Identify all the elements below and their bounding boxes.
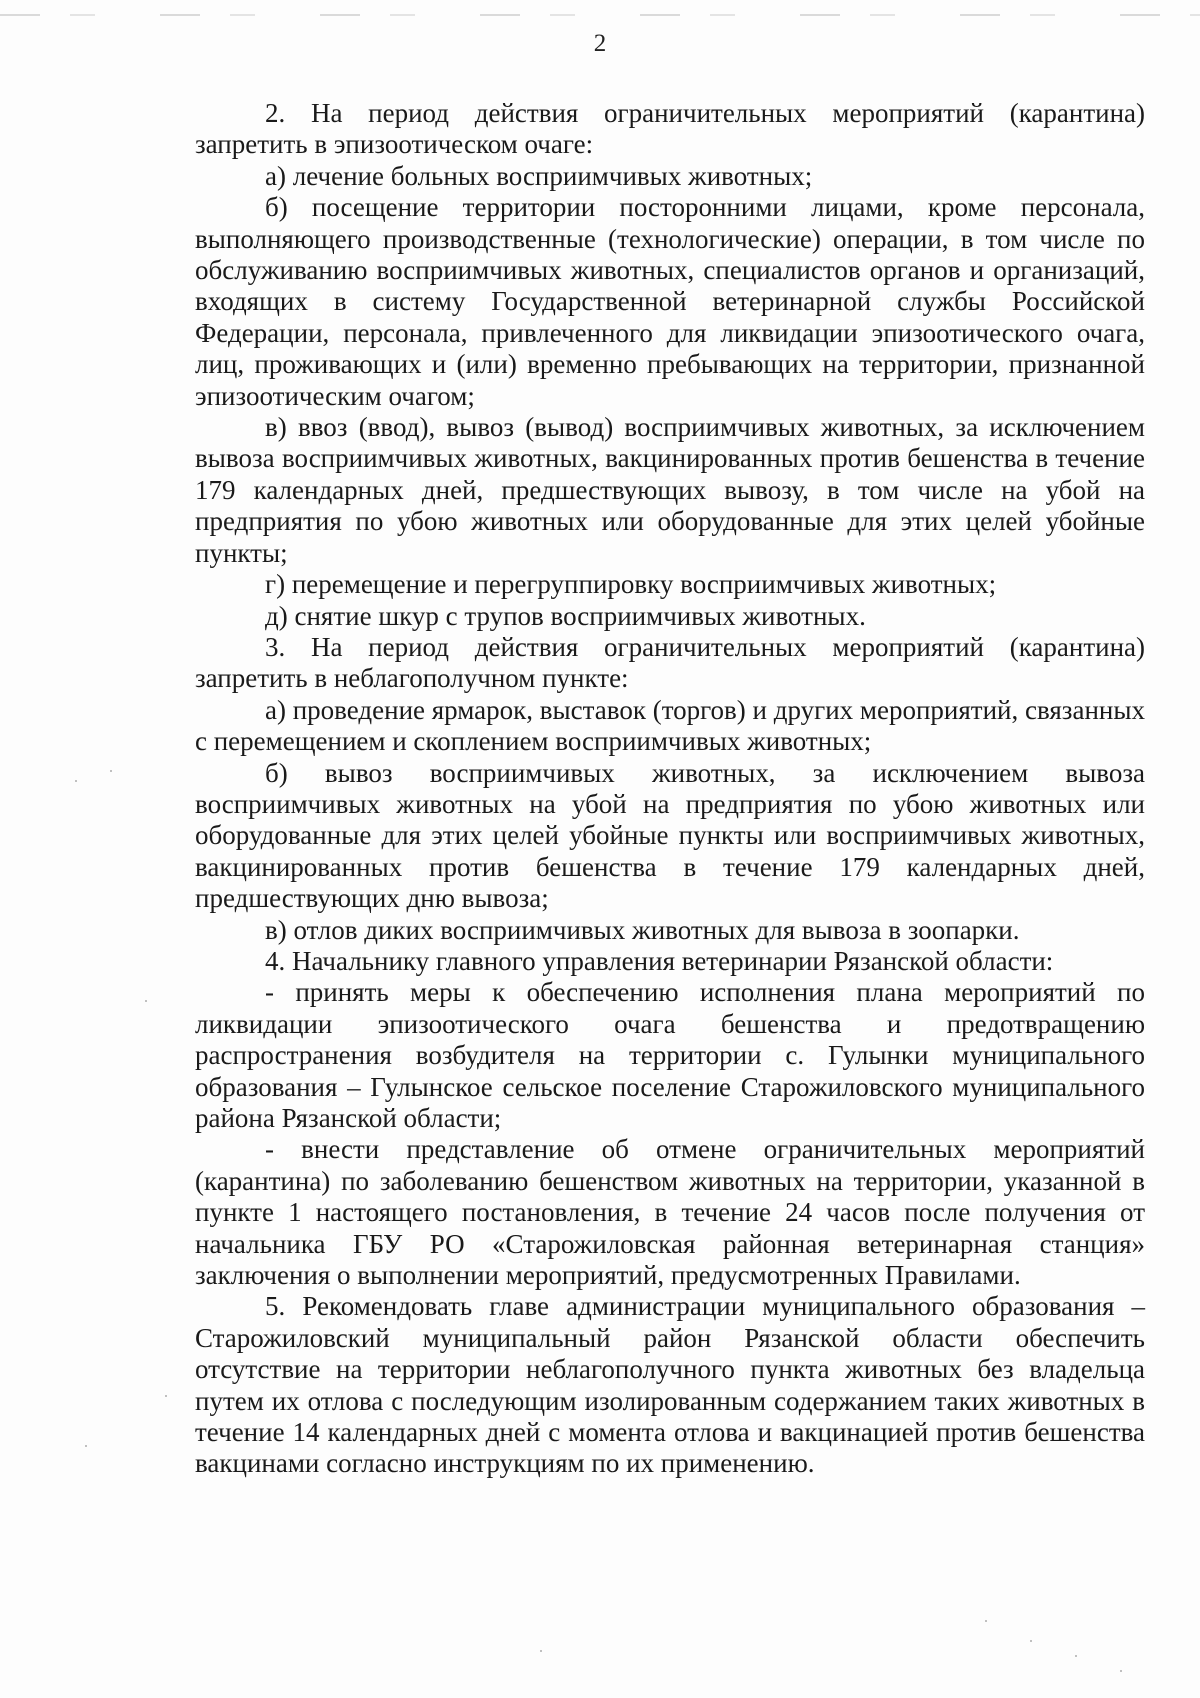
paragraph-2a: а) лечение больных восприимчивых животных; — [265, 160, 813, 191]
scan-speck — [1120, 1670, 1122, 1672]
scan-speck — [75, 780, 77, 782]
scan-speck — [1075, 1655, 1077, 1657]
paragraph-4-item-1: - принять меры к обеспечению исполнения плана мероприятий по ликвидации эпизоотического очага бешенства и предотвращению распространения возбудителя на территории с. Гулынки муниципального образования – Гулынское сельское поселение Старожиловского муниципального района Рязанской области; — [195, 977, 1145, 1133]
document-body — [195, 98, 1145, 1480]
paragraph-4-item-2: - внести представление об отмене ограничительных мероприятий (карантина) по заболеванию бешенством животных на территории, указанной в пункте 1 настоящего постановления, в течение 24 часов после получения от начальника ГБУ РО «Старожиловская районная ветеринарная станция» заключения о выполнении мероприятий, предусмотренных Правилами. — [195, 1134, 1145, 1291]
paragraph-2b: б) посещение территории посторонними лицами, кроме персонала, выполняющего производственные (технологические) операции, в том числе по обслуживанию восприимчивых животных, специалистов органов и организаций, входящих в систему Государственной ветеринарной службы Российской Федерации, персонала, привлеченного для ликвидации эпизоотического очага, лиц, проживающих и (или) временно пребывающих на территории, признанной эпизоотическим очагом; — [195, 192, 1145, 411]
paragraph-4: 4. Начальнику главного управления ветеринарии Рязанской области: — [265, 945, 1054, 976]
page-number: 2 — [593, 30, 607, 57]
paragraph-2d: д) снятие шкур с трупов восприимчивых животных. — [265, 600, 866, 631]
paragraph-2g: г) перемещение и перегруппировку восприимчивых животных; — [265, 569, 997, 600]
scan-artifact — [0, 14, 1200, 16]
scan-speck — [85, 1445, 87, 1447]
paragraph-2: 2. На период действия ограничительных мероприятий (карантина) запретить в эпизоотическом очаге: — [195, 98, 1145, 160]
scan-speck — [1030, 1640, 1032, 1642]
scan-speck — [540, 1650, 542, 1652]
scan-speck — [985, 1620, 987, 1622]
scan-speck — [165, 1395, 167, 1397]
paragraph-5: 5. Рекомендовать главе администрации муниципального образования – Старожиловский муниципальный район Рязанской области обеспечить отсутствие на территории неблагополучного пункта животных без владельца путем их отлова с последующим изолированным содержанием таких животных в течение 14 календарных дней с момента отлова и вакцинацией против бешенства вакцинами согласно инструкциям по их применению. — [195, 1291, 1145, 1479]
paragraph-3: 3. На период действия ограничительных мероприятий (карантина) запретить в неблагополучном пункте: — [195, 631, 1145, 694]
paragraph-2v: в) ввоз (ввод), вывоз (вывод) восприимчивых животных, за исключением вывоза восприимчивых животных, вакцинированных против бешенства в течение 179 календарных дней, предшествующих вывозу, в том числе на убой на предприятия по убою животных или оборудованные для этих целей убойные пункты; — [195, 412, 1145, 568]
paragraph-3b: б) вывоз восприимчивых животных, за исключением вывоза восприимчивых животных на убой на предприятия по убою животных или оборудованные для этих целей убойные пункты или восприимчивых животных, вакцинированных против бешенства в течение 179 календарных дней, предшествующих дню вывоза; — [195, 757, 1145, 914]
paragraph-3v: в) отлов диких восприимчивых животных для вывоза в зоопарки. — [265, 914, 1020, 945]
scan-speck — [110, 770, 112, 772]
scan-speck — [145, 1000, 147, 1002]
paragraph-3a: а) проведение ярмарок, выставок (торгов) и других мероприятий, связанных с перемещением и скоплением восприимчивых животных; — [195, 694, 1145, 757]
